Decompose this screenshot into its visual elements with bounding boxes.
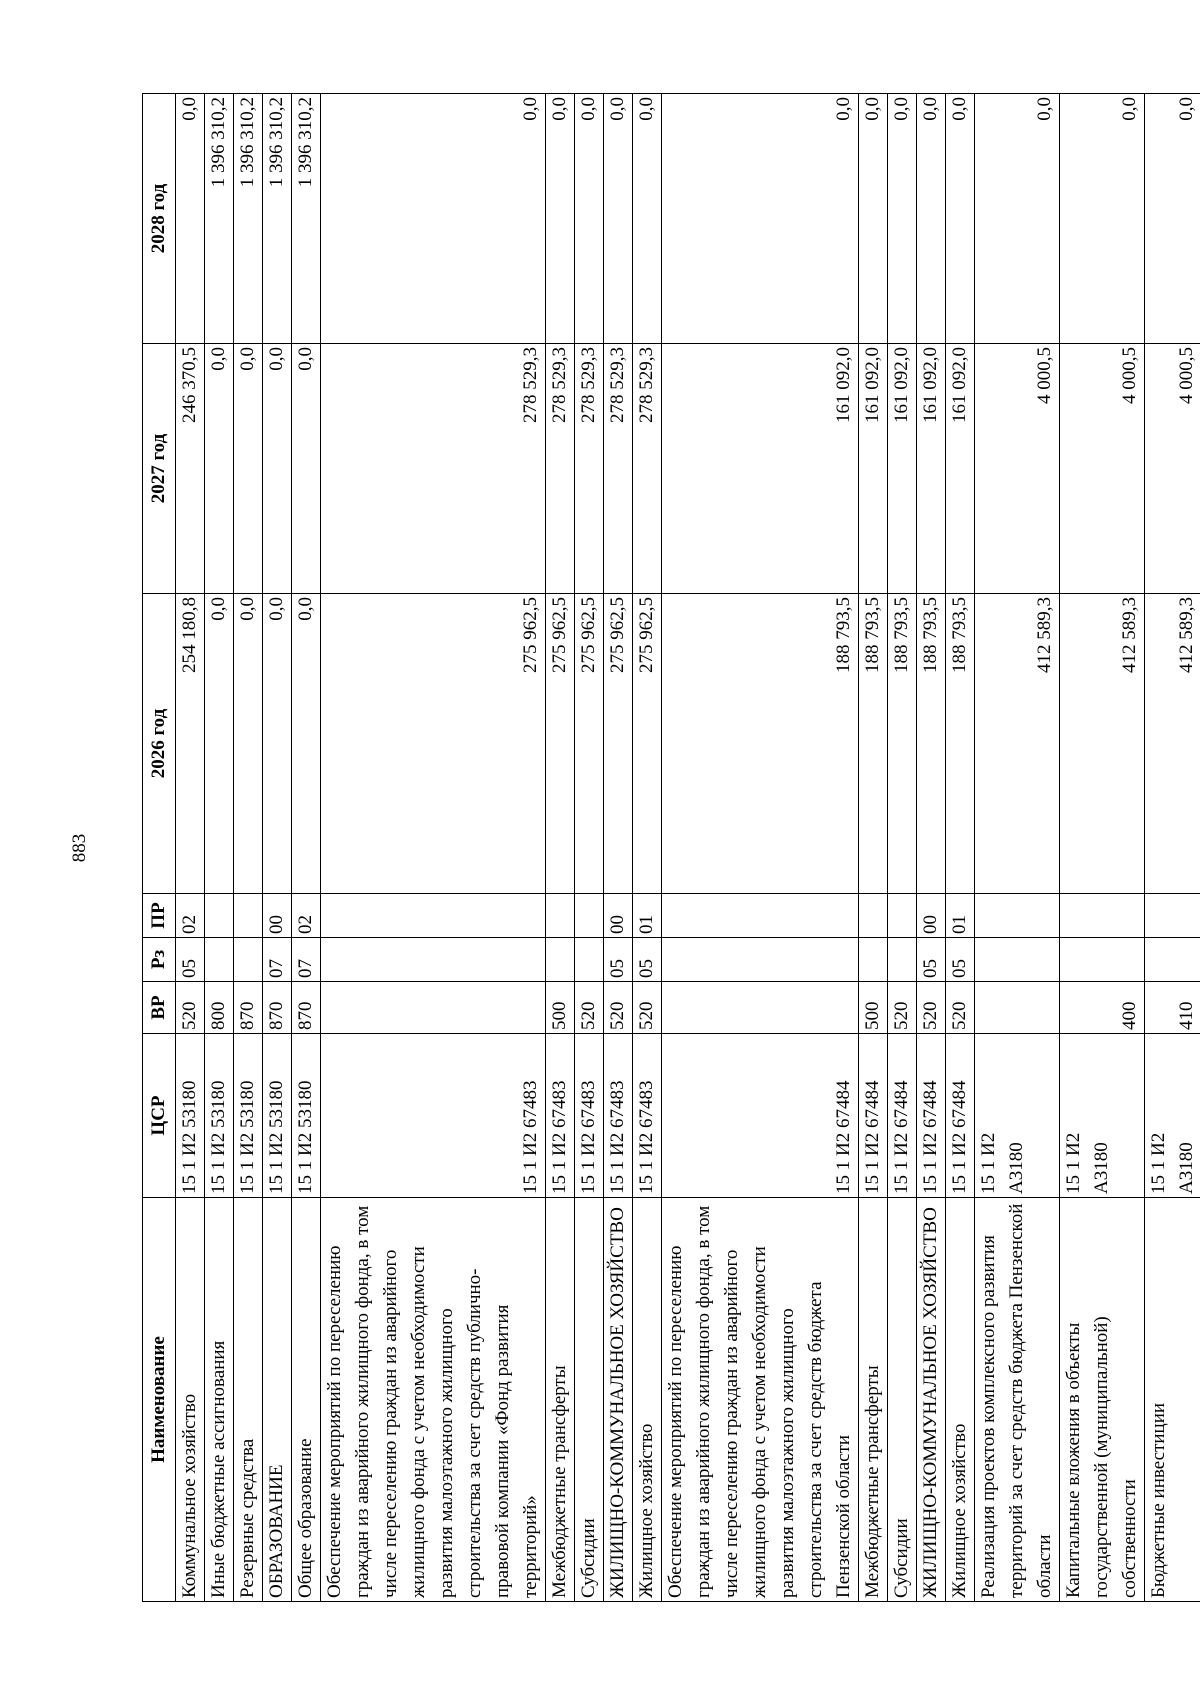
cell-2027: 161 092,0 (917, 344, 946, 594)
cell-vr: 520 (176, 982, 205, 1034)
cell-2026: 275 962,5 (575, 594, 604, 894)
cell-2026: 188 793,5 (917, 594, 946, 894)
cell-rz: 05 (946, 938, 975, 982)
cell-2027: 0,0 (205, 344, 234, 594)
cell-csr: 15 1 И2 А3180 (975, 1034, 1060, 1198)
cell-2028: 0,0 (975, 94, 1060, 344)
cell-csr: 15 1 И2 67483 (546, 1034, 575, 1198)
cell-pr: 00 (263, 894, 292, 938)
table-row (604, 94, 633, 1602)
cell-2026: 0,0 (292, 594, 321, 894)
cell-vr: 520 (633, 982, 662, 1034)
cell-pr (662, 894, 859, 938)
cell-rz: 05 (176, 938, 205, 982)
cell-pr (234, 894, 263, 938)
cell-2028: 0,0 (917, 94, 946, 344)
cell-rz (1145, 938, 1200, 982)
cell-vr: 870 (263, 982, 292, 1034)
cell-2028: 0,0 (859, 94, 888, 344)
cell-2026: 0,0 (263, 594, 292, 894)
cell-pr (859, 894, 888, 938)
cell-2028: 0,0 (321, 94, 546, 344)
cell-2028: 0,0 (662, 94, 859, 344)
cell-2028: 0,0 (176, 94, 205, 344)
cell-csr: 15 1 И2 67484 (946, 1034, 975, 1198)
cell-name: Жилищное хозяйство (633, 1198, 662, 1602)
table-row (888, 94, 917, 1602)
table-row (263, 94, 292, 1602)
cell-vr: 500 (546, 982, 575, 1034)
cell-2026: 275 962,5 (546, 594, 575, 894)
cell-2028: 0,0 (888, 94, 917, 344)
budget-table (142, 93, 1200, 1602)
cell-2026: 412 589,3 (1145, 594, 1200, 894)
cell-name: Реализация проектов комплексного развития территорий за счет средств бюджета Пензенской области (975, 1198, 1060, 1602)
cell-2026: 412 589,3 (975, 594, 1060, 894)
cell-pr (546, 894, 575, 938)
col-header-pr: ПР (143, 894, 176, 938)
cell-name: Субсидии (888, 1198, 917, 1602)
table-row (1060, 94, 1145, 1602)
cell-rz (888, 938, 917, 982)
cell-2027: 161 092,0 (946, 344, 975, 594)
cell-2027: 0,0 (292, 344, 321, 594)
cell-csr: 15 1 И2 53180 (292, 1034, 321, 1198)
cell-rz (321, 938, 546, 982)
cell-csr: 15 1 И2 67483 (604, 1034, 633, 1198)
cell-name: Резервные средства (234, 1198, 263, 1602)
cell-name: ОБРАЗОВАНИЕ (263, 1198, 292, 1602)
cell-pr (205, 894, 234, 938)
cell-2028: 1 396 310,2 (205, 94, 234, 344)
cell-vr: 520 (604, 982, 633, 1034)
cell-csr: 15 1 И2 А3180 (1060, 1034, 1145, 1198)
cell-2027: 246 370,5 (176, 344, 205, 594)
cell-name: Межбюджетные трансферты (546, 1198, 575, 1602)
cell-name: Обеспечение мероприятий по переселению граждан из аварийного жилищного фонда, в том числе переселению граждан из аварийного жилищного фонда с учетом необходимости развития малоэтажного жилищного строительства за счет средств публично-правовой компании «Фонд развития территорий» (321, 1198, 546, 1602)
table-row (946, 94, 975, 1602)
cell-pr: 01 (633, 894, 662, 938)
table-row (917, 94, 946, 1602)
cell-vr: 870 (234, 982, 263, 1034)
cell-2028: 0,0 (1060, 94, 1145, 344)
cell-2026: 0,0 (205, 594, 234, 894)
cell-pr (1145, 894, 1200, 938)
cell-csr: 15 1 И2 53180 (205, 1034, 234, 1198)
cell-2027: 161 092,0 (859, 344, 888, 594)
col-header-vr: ВР (143, 982, 176, 1034)
cell-2026: 188 793,5 (946, 594, 975, 894)
cell-2026: 188 793,5 (662, 594, 859, 894)
table-row (176, 94, 205, 1602)
cell-pr: 00 (917, 894, 946, 938)
cell-2027: 4 000,5 (1145, 344, 1200, 594)
cell-pr (321, 894, 546, 938)
cell-2026: 0,0 (234, 594, 263, 894)
col-header-2028: 2028 год (143, 94, 176, 344)
cell-2027: 278 529,3 (575, 344, 604, 594)
col-header-csr: ЦСР (143, 1034, 176, 1198)
table-row (662, 94, 859, 1602)
cell-rz: 05 (604, 938, 633, 982)
cell-csr: 15 1 И2 53180 (263, 1034, 292, 1198)
cell-vr: 400 (1060, 982, 1145, 1034)
cell-name: Коммунальное хозяйство (176, 1198, 205, 1602)
cell-2026: 412 589,3 (1060, 594, 1145, 894)
cell-name: ЖИЛИЩНО-КОММУНАЛЬНОЕ ХОЗЯЙСТВО (917, 1198, 946, 1602)
cell-rz (575, 938, 604, 982)
cell-vr: 870 (292, 982, 321, 1034)
cell-csr: 15 1 И2 53180 (176, 1034, 205, 1198)
cell-vr: 520 (575, 982, 604, 1034)
cell-rz (234, 938, 263, 982)
cell-2028: 1 396 310,2 (234, 94, 263, 344)
cell-2027: 278 529,3 (321, 344, 546, 594)
table-row (859, 94, 888, 1602)
cell-csr: 15 1 И2 67484 (859, 1034, 888, 1198)
col-header-rz: Рз (143, 938, 176, 982)
table-body (176, 94, 1200, 1602)
table-row (321, 94, 546, 1602)
cell-vr (662, 982, 859, 1034)
cell-name: Жилищное хозяйство (946, 1198, 975, 1602)
cell-csr: 15 1 И2 67484 (662, 1034, 859, 1198)
cell-2028: 0,0 (575, 94, 604, 344)
cell-name: Иные бюджетные ассигнования (205, 1198, 234, 1602)
cell-pr (1060, 894, 1145, 938)
cell-2026: 275 962,5 (321, 594, 546, 894)
cell-vr (975, 982, 1060, 1034)
table-row (546, 94, 575, 1602)
cell-2028: 0,0 (946, 94, 975, 344)
cell-csr: 15 1 И2 67484 (888, 1034, 917, 1198)
cell-vr: 520 (917, 982, 946, 1034)
cell-2027: 161 092,0 (888, 344, 917, 594)
table-row (1145, 94, 1200, 1602)
cell-vr: 500 (859, 982, 888, 1034)
table-row (633, 94, 662, 1602)
cell-2028: 1 396 310,2 (263, 94, 292, 344)
cell-vr (321, 982, 546, 1034)
cell-rz (1060, 938, 1145, 982)
cell-rz (975, 938, 1060, 982)
col-header-2026: 2026 год (143, 594, 176, 894)
cell-2028: 0,0 (604, 94, 633, 344)
cell-name: Бюджетные инвестиции (1145, 1198, 1200, 1602)
table-row (575, 94, 604, 1602)
page-number: 883 (69, 833, 90, 863)
col-header-2027: 2027 год (143, 344, 176, 594)
cell-vr: 520 (888, 982, 917, 1034)
cell-vr: 800 (205, 982, 234, 1034)
cell-name: Капитальные вложения в объекты государственной (муниципальной) собственности (1060, 1198, 1145, 1602)
cell-2028: 0,0 (633, 94, 662, 344)
cell-csr: 15 1 И2 67483 (321, 1034, 546, 1198)
cell-pr (575, 894, 604, 938)
cell-2026: 254 180,8 (176, 594, 205, 894)
cell-rz: 07 (292, 938, 321, 982)
cell-2026: 275 962,5 (633, 594, 662, 894)
table-row (975, 94, 1060, 1602)
cell-vr: 410 (1145, 982, 1200, 1034)
cell-2028: 1 396 310,2 (292, 94, 321, 344)
cell-name: Межбюджетные трансферты (859, 1198, 888, 1602)
cell-rz (662, 938, 859, 982)
cell-csr: 15 1 И2 А3180 (1145, 1034, 1200, 1198)
cell-rz: 07 (263, 938, 292, 982)
cell-rz (546, 938, 575, 982)
cell-2026: 188 793,5 (859, 594, 888, 894)
rotated-table-wrapper (142, 94, 1197, 1602)
cell-name: Обеспечение мероприятий по переселению граждан из аварийного жилищного фонда, в том числе переселению граждан из аварийного жилищного фонда с учетом необходимости развития малоэтажного жилищного строительства за счет средств бюджета Пензенской области (662, 1198, 859, 1602)
cell-csr: 15 1 И2 67484 (917, 1034, 946, 1198)
cell-pr (975, 894, 1060, 938)
cell-pr: 01 (946, 894, 975, 938)
table-row (292, 94, 321, 1602)
cell-vr: 520 (946, 982, 975, 1034)
cell-2027: 4 000,5 (1060, 344, 1145, 594)
cell-rz: 05 (917, 938, 946, 982)
cell-csr: 15 1 И2 67483 (575, 1034, 604, 1198)
cell-2027: 278 529,3 (604, 344, 633, 594)
cell-2026: 188 793,5 (888, 594, 917, 894)
cell-2027: 278 529,3 (633, 344, 662, 594)
table-header-row (143, 94, 176, 1602)
cell-2028: 0,0 (546, 94, 575, 344)
cell-csr: 15 1 И2 67483 (633, 1034, 662, 1198)
cell-2027: 0,0 (263, 344, 292, 594)
cell-2028: 0,0 (1145, 94, 1200, 344)
table-row (234, 94, 263, 1602)
table-row (205, 94, 234, 1602)
cell-2027: 278 529,3 (546, 344, 575, 594)
cell-pr: 00 (604, 894, 633, 938)
cell-2027: 161 092,0 (662, 344, 859, 594)
cell-csr: 15 1 И2 53180 (234, 1034, 263, 1198)
cell-pr: 02 (176, 894, 205, 938)
col-header-name: Наименование (143, 1198, 176, 1602)
cell-2027: 4 000,5 (975, 344, 1060, 594)
cell-rz (859, 938, 888, 982)
cell-2027: 0,0 (234, 344, 263, 594)
cell-rz (205, 938, 234, 982)
cell-rz: 05 (633, 938, 662, 982)
cell-name: ЖИЛИЩНО-КОММУНАЛЬНОЕ ХОЗЯЙСТВО (604, 1198, 633, 1602)
cell-name: Общее образование (292, 1198, 321, 1602)
cell-name: Субсидии (575, 1198, 604, 1602)
cell-pr (888, 894, 917, 938)
cell-pr: 02 (292, 894, 321, 938)
cell-2026: 275 962,5 (604, 594, 633, 894)
